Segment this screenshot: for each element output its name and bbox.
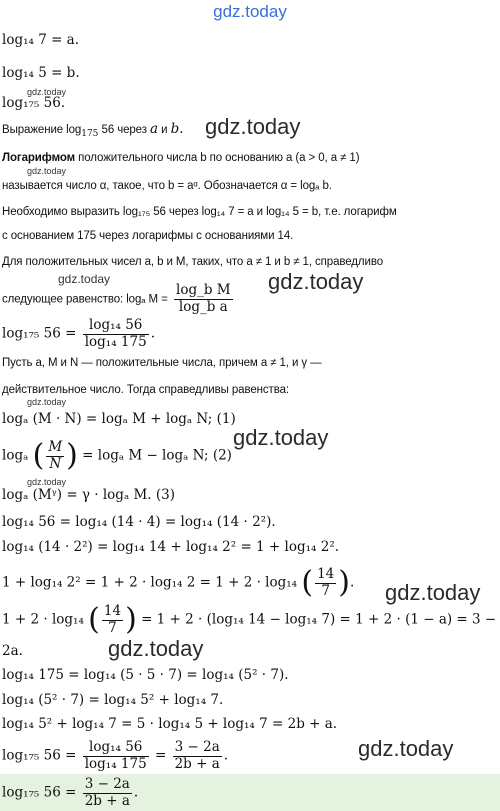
definition-line-1	[2, 152, 359, 165]
change-base-fraction	[174, 283, 233, 315]
task-and: и	[158, 124, 171, 136]
fraction-denominator: log_b a	[178, 298, 228, 315]
watermark-big: gdz.today	[233, 425, 329, 450]
watermark-big: gdz.today	[268, 269, 364, 294]
watermark-big: gdz.today	[108, 636, 204, 661]
props-intro-line-2: действительное число. Тогда справедливы равенства:	[2, 384, 289, 396]
calc-line-3	[2, 567, 354, 599]
calc-line-1: log₁₄ 56 = log₁₄ (14 · 4) = log₁₄ (14 · 2²).	[2, 514, 276, 530]
need-line-2: с основанием 175 через логарифмы с основаниями 14.	[2, 230, 294, 242]
task-prefix: Выражение log	[2, 124, 82, 136]
paren-left: (	[32, 438, 45, 474]
watermark-small: gdz.today	[27, 87, 67, 97]
step1-formula	[2, 318, 155, 350]
property-3: logₐ (Mᵞ) = γ · logₐ M. (3)	[2, 487, 175, 503]
fraction-numerator: 14	[317, 566, 335, 582]
fraction-denominator: log₁₄ 175	[84, 333, 147, 350]
calc-9-fraction-2	[173, 740, 222, 772]
fraction-numerator: M	[48, 439, 63, 455]
property-2	[2, 440, 232, 472]
calc-9-lhs: log₁₇₅ 56 =	[2, 747, 77, 764]
given-line-1: log₁₄ 7 = a.	[2, 32, 80, 48]
change-base-prefix: следующее равенство: logₐ M =	[2, 293, 168, 306]
definition-rest: положительного числа b по основанию a (a > 0, a ≠ 1)	[75, 152, 360, 164]
step1-fraction	[83, 318, 149, 350]
paren-right: )	[125, 602, 137, 638]
calc-line-2: log₁₄ (14 · 2²) = log₁₄ 14 + log₁₄ 2² = 1 + log₁₄ 2².	[2, 539, 340, 555]
property-2-rest: = logₐ M − logₐ N; (2)	[82, 447, 232, 464]
task-end: .	[179, 121, 184, 137]
calc-4-prefix: 1 + 2 · log₁₄	[2, 611, 84, 628]
task-base: 175	[81, 129, 99, 139]
fraction-denominator: log₁₄ 175	[84, 755, 147, 772]
step1-end: .	[150, 325, 155, 342]
calc-3-fraction	[315, 567, 336, 599]
fraction-numerator: log₁₄ 56	[83, 740, 149, 757]
property-2-prefix: logₐ	[2, 447, 29, 464]
fraction-numerator: log₁₄ 56	[83, 318, 149, 335]
watermark-small: gdz.today	[27, 166, 67, 176]
fraction-denominator: N	[49, 455, 62, 472]
answer-end: .	[133, 784, 139, 801]
calc-3-prefix: 1 + log₁₄ 2² = 1 + 2 · log₁₄ 2 = 1 + 2 · log₁₄	[2, 574, 298, 591]
task-middle: 56 через	[98, 124, 150, 136]
calc-9-equals: =	[154, 747, 167, 764]
answer-box	[0, 774, 500, 811]
watermark-small: gdz.today	[27, 397, 67, 407]
calc-line-9	[2, 740, 228, 772]
fraction-denominator: 7	[321, 582, 330, 599]
change-base-formula	[2, 283, 235, 315]
property-1: logₐ (M · N) = logₐ M + logₐ N; (1)	[2, 411, 236, 427]
answer-lhs: log₁₇₅ 56 =	[2, 784, 77, 801]
calc-4-rest: = 1 + 2 · (log₁₄ 14 − log₁₄ 7) = 1 + 2 · (1 − a) = 3 −	[141, 611, 497, 628]
paren-left: (	[88, 602, 100, 638]
need-line-1: Необходимо выразить log₁₇₅ 56 через log₁₄ 7 = a и log₁₄ 5 = b, т.е. логарифм	[2, 206, 397, 218]
calc-9-fraction-1	[83, 740, 149, 772]
fraction-denominator: 2b + a	[84, 792, 130, 809]
calc-line-7: log₁₄ (5² · 7) = log₁₄ 5² + log₁₄ 7.	[2, 692, 224, 708]
given-line-2: log₁₄ 5 = b.	[2, 65, 80, 81]
calc-line-5: 2a.	[2, 643, 23, 659]
calc-line-4	[2, 604, 496, 636]
step1-lhs: log₁₇₅ 56 =	[2, 325, 77, 342]
watermark-big: gdz.today	[385, 580, 481, 605]
fraction-denominator: 2b + a	[174, 755, 220, 772]
definition-term: Логарифмом	[2, 152, 76, 164]
given-line-3: log₁₇₅ 56.	[2, 95, 66, 111]
fraction-denominator: 7	[108, 619, 117, 636]
watermark-big: gdz.today	[358, 736, 454, 761]
task-line	[2, 122, 184, 138]
calc-line-6: log₁₄ 175 = log₁₄ (5 · 5 · 7) = log₁₄ (5² · 7).	[2, 667, 289, 683]
task-b: b	[170, 121, 180, 137]
paren-right: )	[338, 565, 350, 601]
property-2-fraction	[46, 440, 64, 472]
fraction-numerator: 3 − 2a	[83, 777, 132, 794]
fraction-numerator: 14	[103, 603, 122, 619]
watermark-top: gdz.today	[213, 2, 287, 21]
calc-line-8: log₁₄ 5² + log₁₄ 7 = 5 · log₁₄ 5 + log₁₄ 7 = 2b + a.	[2, 716, 338, 732]
change-base-line-1: Для положительных чисел a, b и M, таких, что a ≠ 1 и b ≠ 1, справедливо	[2, 256, 384, 268]
task-a: a	[150, 121, 159, 137]
watermark-small: gdz.today	[27, 477, 67, 487]
watermark-small: gdz.today	[58, 272, 111, 286]
answer-formula	[2, 777, 138, 809]
definition-line-2: называется число α, такое, что b = aᵅ. Обозначается α = logₐ b.	[2, 180, 332, 192]
fraction-numerator: log_b M	[176, 282, 231, 298]
calc-4-fraction	[102, 604, 123, 636]
watermark-big: gdz.today	[205, 114, 301, 139]
fraction-numerator: 3 − 2a	[173, 740, 222, 757]
calc-9-end: .	[223, 747, 229, 764]
paren-left: (	[301, 565, 314, 601]
paren-right: )	[66, 438, 78, 474]
calc-3-end: .	[350, 574, 355, 591]
answer-fraction	[83, 777, 132, 809]
props-intro-line-1: Пусть a, M и N — положительные числа, причем a ≠ 1, и γ —	[2, 357, 322, 369]
